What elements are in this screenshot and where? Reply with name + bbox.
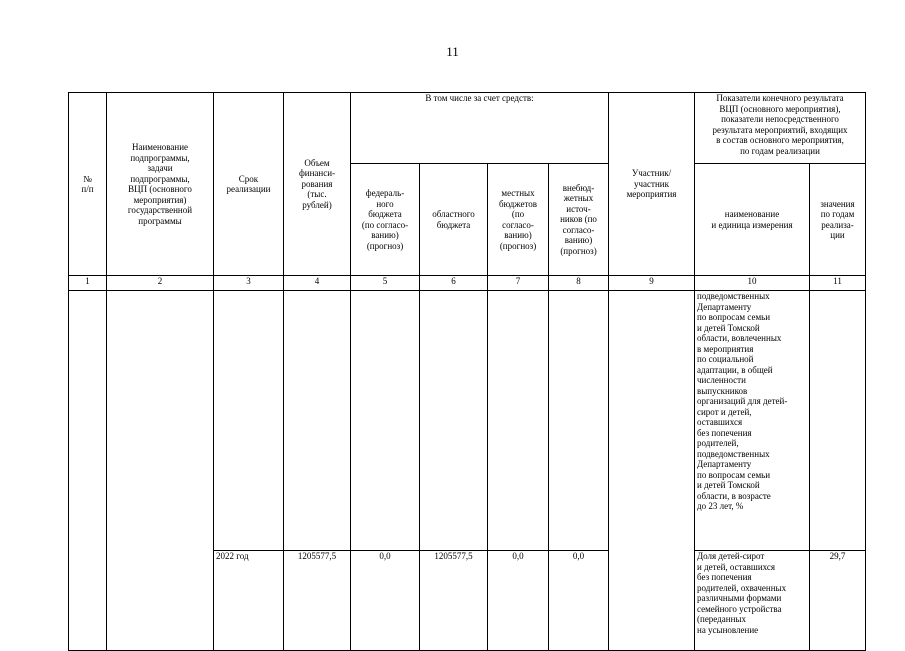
federal-2022: 0,0	[351, 551, 420, 651]
cell-empty	[810, 291, 866, 551]
indicator-text-2022: Доля детей-сирот и детей, оставшихся без попечения родителей, охваченных различными формами семейного устройства (переданных на усыновление	[695, 551, 810, 651]
header-indicator-name: наименование и единица измерения	[695, 164, 810, 276]
header-local: местных бюджетов (по согласо- ванию) (прогноз)	[488, 164, 549, 276]
header-term: Срок реализации	[214, 93, 284, 276]
column-number: 1	[69, 276, 107, 291]
header-num: № п/п	[69, 93, 107, 276]
header-regional: областного бюджета	[420, 164, 488, 276]
header-volume: Объем финанси- рования (тыс. рублей)	[284, 93, 351, 276]
column-number: 7	[488, 276, 549, 291]
volume-2022: 1205577,5	[284, 551, 351, 651]
column-number: 9	[609, 276, 695, 291]
program-table	[68, 92, 866, 651]
column-number: 10	[695, 276, 810, 291]
column-number: 4	[284, 276, 351, 291]
column-number: 2	[107, 276, 214, 291]
column-number: 6	[420, 276, 488, 291]
cell-empty	[488, 291, 549, 551]
header-participant: Участник/ участник мероприятия	[609, 93, 695, 276]
cell-empty	[351, 291, 420, 551]
extra-2022: 0,0	[549, 551, 609, 651]
cell-empty	[549, 291, 609, 551]
cell-empty	[284, 291, 351, 551]
column-number: 5	[351, 276, 420, 291]
header-extra: внебюд- жетных источ- ников (по согласо- ванию) (прогноз)	[549, 164, 609, 276]
column-number: 3	[214, 276, 284, 291]
indicator-text-continuation: подведомственных Департаменту по вопросам семьи и детей Томской области, вовлеченных в мероприятия по социальной адаптации, в общей численности выпускников организаций для детей- сирот и детей, оставшихся без попечения родителей, подведомственных Департаменту по вопросам семьи и детей Томской области, в возрасте до 23 лет, %	[695, 291, 810, 551]
column-number: 8	[549, 276, 609, 291]
header-indicators-group: Показатели конечного результата ВЦП (основного мероприятия), показатели непосредственного результата мероприятий, входящих в состав основного мероприятия, по годам реализации	[695, 93, 866, 164]
header-name: Наименование подпрограммы, задачи подпрограммы, ВЦП (основного мероприятия) государственной программы	[107, 93, 214, 276]
header-indicator-value: значения по годам реализа- ции	[810, 164, 866, 276]
header-sources-group: В том числе за счет средств:	[351, 93, 609, 164]
cell-name-empty	[107, 291, 214, 651]
column-number: 11	[810, 276, 866, 291]
page-number: 11	[446, 44, 459, 59]
local-2022: 0,0	[488, 551, 549, 651]
cell-empty	[420, 291, 488, 551]
regional-2022: 1205577,5	[420, 551, 488, 651]
cell-num-empty	[69, 291, 107, 651]
cell-participant-empty	[609, 291, 695, 651]
cell-empty	[214, 291, 284, 551]
indicator-value-2022: 29,7	[810, 551, 866, 651]
term-2022: 2022 год	[214, 551, 284, 651]
header-federal: федераль- ного бюджета (по согласо- ванию) (прогноз)	[351, 164, 420, 276]
